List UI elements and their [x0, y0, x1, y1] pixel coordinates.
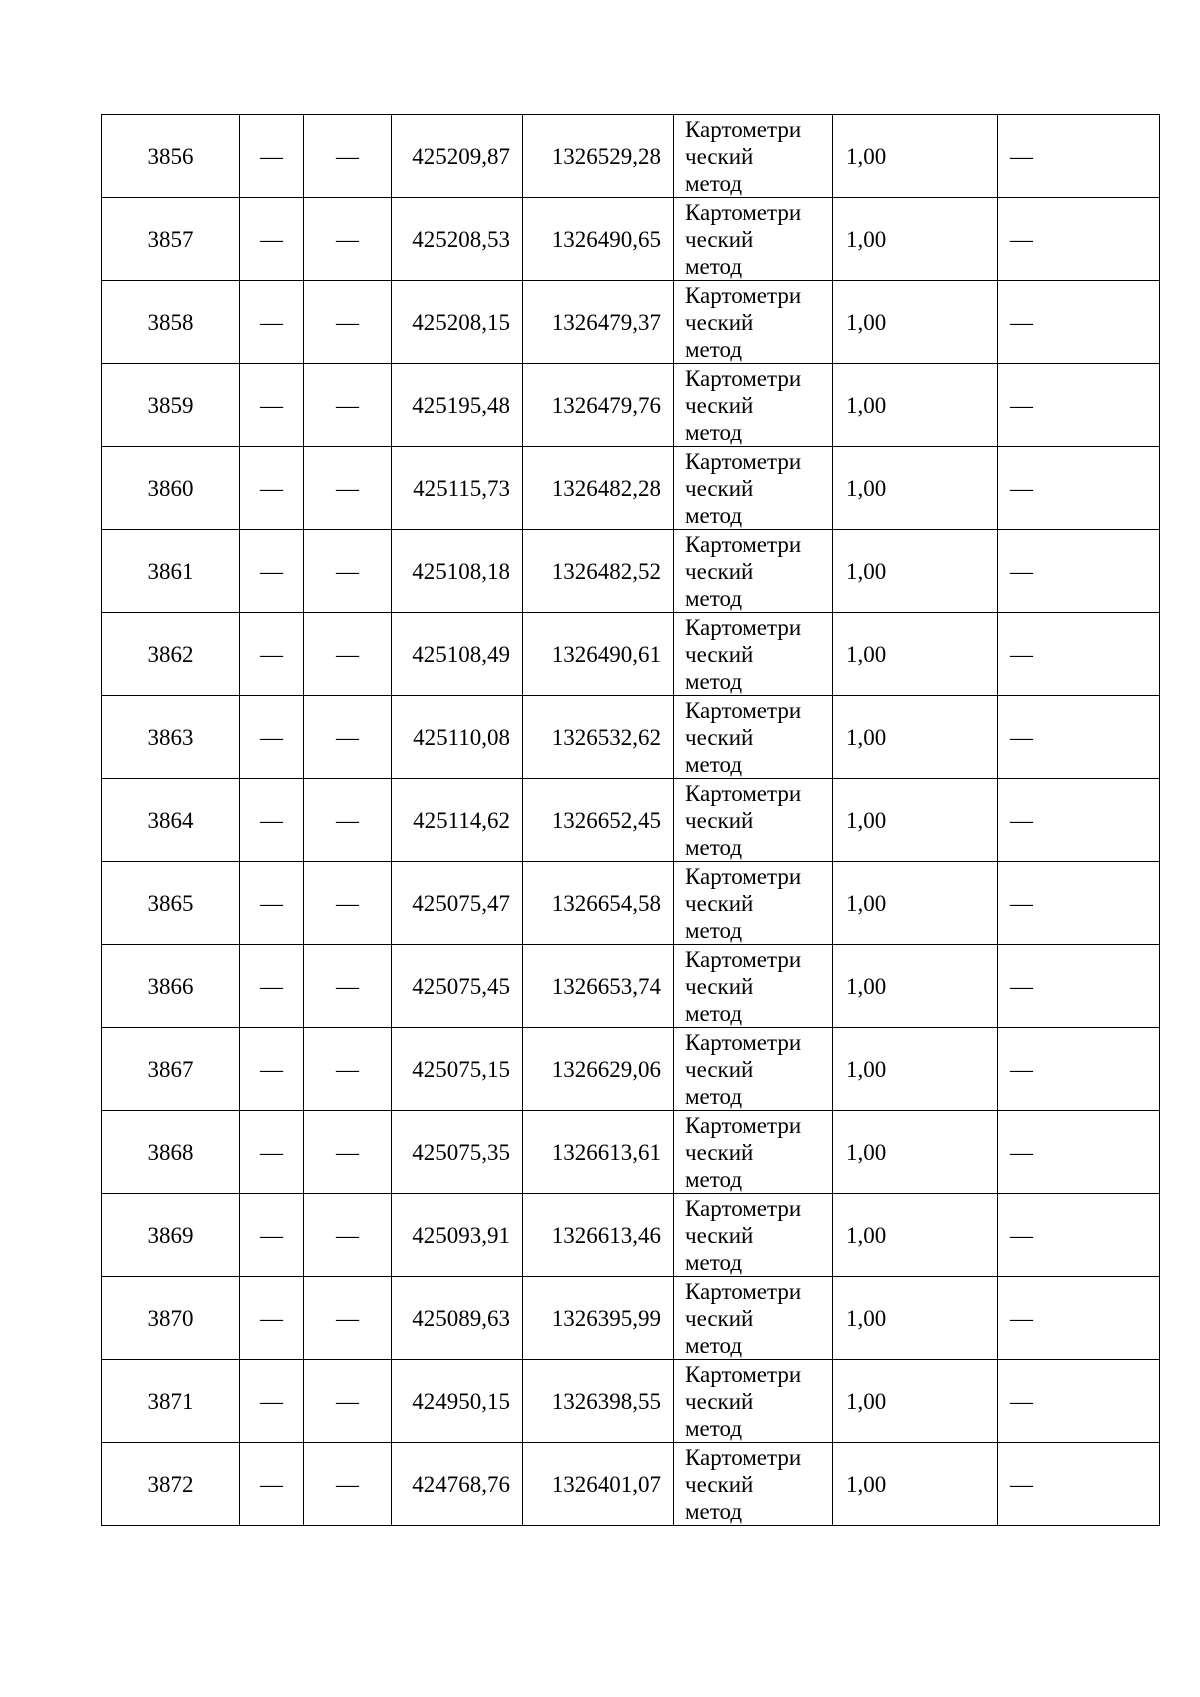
- method-cell: [674, 613, 833, 696]
- empty-value-cell: —: [240, 779, 304, 862]
- method-cell: [674, 1194, 833, 1277]
- method-cell: [674, 862, 833, 945]
- empty-value-cell: —: [998, 1360, 1160, 1443]
- empty-value-cell: —: [240, 447, 304, 530]
- y-coordinate-cell: 1326482,28: [523, 447, 674, 530]
- method-text-line: ческий: [685, 1388, 754, 1414]
- point-number-cell: 3871: [102, 1360, 240, 1443]
- empty-value-cell: —: [240, 1194, 304, 1277]
- method-text-line: метод: [685, 1249, 743, 1275]
- x-coordinate-cell: 425110,08: [392, 696, 523, 779]
- y-coordinate-cell: 1326654,58: [523, 862, 674, 945]
- method-text-line: ческий: [685, 890, 754, 916]
- empty-value-cell: —: [304, 115, 392, 198]
- method-cell: [674, 1360, 833, 1443]
- accuracy-cell: 1,00: [833, 1028, 998, 1111]
- x-coordinate-cell: 425108,49: [392, 613, 523, 696]
- empty-value-cell: —: [304, 447, 392, 530]
- point-number-cell: 3867: [102, 1028, 240, 1111]
- empty-value-cell: —: [998, 862, 1160, 945]
- point-number-cell: 3856: [102, 115, 240, 198]
- method-text-line: ческий: [685, 558, 754, 584]
- method-cell: [674, 1277, 833, 1360]
- method-text-line: Картометри: [685, 1361, 802, 1387]
- x-coordinate-cell: 425075,15: [392, 1028, 523, 1111]
- accuracy-cell: 1,00: [833, 1111, 998, 1194]
- method-text-line: метод: [685, 336, 743, 362]
- method-text-line: ческий: [685, 1305, 754, 1331]
- point-number-cell: 3858: [102, 281, 240, 364]
- method-text-line: Картометри: [685, 1029, 802, 1055]
- method-text-line: ческий: [685, 641, 754, 667]
- method-cell: [674, 779, 833, 862]
- empty-value-cell: —: [240, 862, 304, 945]
- empty-value-cell: —: [998, 364, 1160, 447]
- method-cell: [674, 696, 833, 779]
- method-text-line: метод: [685, 751, 743, 777]
- method-text-line: метод: [685, 585, 743, 611]
- x-coordinate-cell: 425208,53: [392, 198, 523, 281]
- x-coordinate-cell: 425093,91: [392, 1194, 523, 1277]
- table-row: [102, 1443, 1160, 1526]
- table-row: [102, 1111, 1160, 1194]
- method-cell: [674, 198, 833, 281]
- empty-value-cell: —: [240, 1111, 304, 1194]
- method-text-line: метод: [685, 1000, 743, 1026]
- x-coordinate-cell: 425114,62: [392, 779, 523, 862]
- empty-value-cell: —: [998, 779, 1160, 862]
- point-number-cell: 3870: [102, 1277, 240, 1360]
- method-text-line: метод: [685, 1415, 743, 1441]
- x-coordinate-cell: 425089,63: [392, 1277, 523, 1360]
- method-cell: [674, 447, 833, 530]
- method-text-line: Картометри: [685, 1278, 802, 1304]
- table-row: [102, 613, 1160, 696]
- table-row: [102, 530, 1160, 613]
- y-coordinate-cell: 1326532,62: [523, 696, 674, 779]
- empty-value-cell: —: [304, 862, 392, 945]
- method-text-line: Картометри: [685, 1444, 802, 1470]
- method-text-line: ческий: [685, 143, 754, 169]
- method-text-line: Картометри: [685, 863, 802, 889]
- empty-value-cell: —: [240, 1360, 304, 1443]
- method-cell: [674, 530, 833, 613]
- y-coordinate-cell: 1326395,99: [523, 1277, 674, 1360]
- method-cell: [674, 115, 833, 198]
- empty-value-cell: —: [240, 613, 304, 696]
- table-row: [102, 115, 1160, 198]
- table-row: [102, 862, 1160, 945]
- method-text-line: метод: [685, 419, 743, 445]
- method-cell: [674, 1443, 833, 1526]
- method-text-line: ческий: [685, 1471, 754, 1497]
- method-text-line: ческий: [685, 226, 754, 252]
- empty-value-cell: —: [304, 281, 392, 364]
- x-coordinate-cell: 424768,76: [392, 1443, 523, 1526]
- method-text-line: ческий: [685, 1056, 754, 1082]
- empty-value-cell: —: [240, 115, 304, 198]
- method-text-line: метод: [685, 1498, 743, 1524]
- table-row: [102, 1028, 1160, 1111]
- table-row: [102, 281, 1160, 364]
- method-cell: [674, 945, 833, 1028]
- method-text-line: ческий: [685, 309, 754, 335]
- empty-value-cell: —: [998, 613, 1160, 696]
- method-text-line: ческий: [685, 392, 754, 418]
- empty-value-cell: —: [240, 945, 304, 1028]
- y-coordinate-cell: 1326490,65: [523, 198, 674, 281]
- empty-value-cell: —: [304, 1028, 392, 1111]
- method-cell: [674, 1111, 833, 1194]
- table-row: [102, 364, 1160, 447]
- x-coordinate-cell: 424950,15: [392, 1360, 523, 1443]
- accuracy-cell: 1,00: [833, 945, 998, 1028]
- method-text-line: метод: [685, 1166, 743, 1192]
- table-body: [102, 115, 1160, 1526]
- empty-value-cell: —: [304, 530, 392, 613]
- y-coordinate-cell: 1326490,61: [523, 613, 674, 696]
- method-text-line: Картометри: [685, 946, 802, 972]
- method-cell: [674, 1028, 833, 1111]
- method-text-line: метод: [685, 1083, 743, 1109]
- method-text-line: Картометри: [685, 780, 802, 806]
- empty-value-cell: —: [240, 530, 304, 613]
- empty-value-cell: —: [998, 1277, 1160, 1360]
- point-number-cell: 3868: [102, 1111, 240, 1194]
- method-text-line: метод: [685, 1332, 743, 1358]
- empty-value-cell: —: [304, 779, 392, 862]
- accuracy-cell: 1,00: [833, 364, 998, 447]
- empty-value-cell: —: [304, 1194, 392, 1277]
- empty-value-cell: —: [240, 696, 304, 779]
- table-row: [102, 1360, 1160, 1443]
- empty-value-cell: —: [304, 198, 392, 281]
- empty-value-cell: —: [240, 198, 304, 281]
- method-text-line: Картометри: [685, 697, 802, 723]
- method-text-line: Картометри: [685, 365, 802, 391]
- y-coordinate-cell: 1326482,52: [523, 530, 674, 613]
- point-number-cell: 3862: [102, 613, 240, 696]
- method-text-line: метод: [685, 834, 743, 860]
- empty-value-cell: —: [998, 1111, 1160, 1194]
- point-number-cell: 3872: [102, 1443, 240, 1526]
- accuracy-cell: 1,00: [833, 1443, 998, 1526]
- table-row: [102, 945, 1160, 1028]
- empty-value-cell: —: [304, 1111, 392, 1194]
- y-coordinate-cell: 1326613,46: [523, 1194, 674, 1277]
- point-number-cell: 3863: [102, 696, 240, 779]
- method-text-line: ческий: [685, 807, 754, 833]
- empty-value-cell: —: [998, 945, 1160, 1028]
- empty-value-cell: —: [998, 115, 1160, 198]
- empty-value-cell: —: [240, 1277, 304, 1360]
- empty-value-cell: —: [304, 1360, 392, 1443]
- y-coordinate-cell: 1326613,61: [523, 1111, 674, 1194]
- accuracy-cell: 1,00: [833, 613, 998, 696]
- point-number-cell: 3869: [102, 1194, 240, 1277]
- empty-value-cell: —: [304, 1277, 392, 1360]
- y-coordinate-cell: 1326529,28: [523, 115, 674, 198]
- accuracy-cell: 1,00: [833, 862, 998, 945]
- method-text-line: Картометри: [685, 448, 802, 474]
- empty-value-cell: —: [998, 1028, 1160, 1111]
- x-coordinate-cell: 425115,73: [392, 447, 523, 530]
- method-text-line: метод: [685, 502, 743, 528]
- x-coordinate-cell: 425195,48: [392, 364, 523, 447]
- y-coordinate-cell: 1326629,06: [523, 1028, 674, 1111]
- point-number-cell: 3859: [102, 364, 240, 447]
- method-text-line: Картометри: [685, 116, 802, 142]
- table-row: [102, 1194, 1160, 1277]
- method-text-line: метод: [685, 917, 743, 943]
- method-text-line: ческий: [685, 1222, 754, 1248]
- y-coordinate-cell: 1326653,74: [523, 945, 674, 1028]
- table-row: [102, 696, 1160, 779]
- y-coordinate-cell: 1326479,37: [523, 281, 674, 364]
- empty-value-cell: —: [304, 613, 392, 696]
- method-text-line: Картометри: [685, 1195, 802, 1221]
- method-text-line: Картометри: [685, 531, 802, 557]
- empty-value-cell: —: [998, 447, 1160, 530]
- point-number-cell: 3857: [102, 198, 240, 281]
- accuracy-cell: 1,00: [833, 281, 998, 364]
- empty-value-cell: —: [304, 1443, 392, 1526]
- accuracy-cell: 1,00: [833, 1277, 998, 1360]
- accuracy-cell: 1,00: [833, 779, 998, 862]
- method-text-line: Картометри: [685, 282, 802, 308]
- x-coordinate-cell: 425108,18: [392, 530, 523, 613]
- method-text-line: ческий: [685, 1139, 754, 1165]
- accuracy-cell: 1,00: [833, 696, 998, 779]
- point-number-cell: 3866: [102, 945, 240, 1028]
- point-number-cell: 3861: [102, 530, 240, 613]
- y-coordinate-cell: 1326398,55: [523, 1360, 674, 1443]
- empty-value-cell: —: [998, 530, 1160, 613]
- empty-value-cell: —: [240, 1028, 304, 1111]
- accuracy-cell: 1,00: [833, 1360, 998, 1443]
- coordinates-table: [101, 114, 1160, 1526]
- empty-value-cell: —: [998, 198, 1160, 281]
- x-coordinate-cell: 425075,35: [392, 1111, 523, 1194]
- empty-value-cell: —: [998, 1194, 1160, 1277]
- accuracy-cell: 1,00: [833, 447, 998, 530]
- point-number-cell: 3860: [102, 447, 240, 530]
- empty-value-cell: —: [304, 945, 392, 1028]
- table-row: [102, 1277, 1160, 1360]
- point-number-cell: 3864: [102, 779, 240, 862]
- empty-value-cell: —: [240, 364, 304, 447]
- method-cell: [674, 281, 833, 364]
- accuracy-cell: 1,00: [833, 1194, 998, 1277]
- table-row: [102, 779, 1160, 862]
- empty-value-cell: —: [240, 281, 304, 364]
- x-coordinate-cell: 425209,87: [392, 115, 523, 198]
- method-cell: [674, 364, 833, 447]
- x-coordinate-cell: 425075,47: [392, 862, 523, 945]
- empty-value-cell: —: [998, 696, 1160, 779]
- method-text-line: метод: [685, 668, 743, 694]
- empty-value-cell: —: [304, 696, 392, 779]
- method-text-line: метод: [685, 253, 743, 279]
- accuracy-cell: 1,00: [833, 115, 998, 198]
- y-coordinate-cell: 1326479,76: [523, 364, 674, 447]
- method-text-line: ческий: [685, 475, 754, 501]
- method-text-line: Картометри: [685, 614, 802, 640]
- table-row: [102, 447, 1160, 530]
- x-coordinate-cell: 425208,15: [392, 281, 523, 364]
- empty-value-cell: —: [240, 1443, 304, 1526]
- point-number-cell: 3865: [102, 862, 240, 945]
- y-coordinate-cell: 1326401,07: [523, 1443, 674, 1526]
- method-text-line: метод: [685, 170, 743, 196]
- empty-value-cell: —: [998, 1443, 1160, 1526]
- empty-value-cell: —: [304, 364, 392, 447]
- x-coordinate-cell: 425075,45: [392, 945, 523, 1028]
- method-text-line: ческий: [685, 973, 754, 999]
- empty-value-cell: —: [998, 281, 1160, 364]
- table-row: [102, 198, 1160, 281]
- method-text-line: Картометри: [685, 1112, 802, 1138]
- y-coordinate-cell: 1326652,45: [523, 779, 674, 862]
- accuracy-cell: 1,00: [833, 530, 998, 613]
- accuracy-cell: 1,00: [833, 198, 998, 281]
- method-text-line: Картометри: [685, 199, 802, 225]
- method-text-line: ческий: [685, 724, 754, 750]
